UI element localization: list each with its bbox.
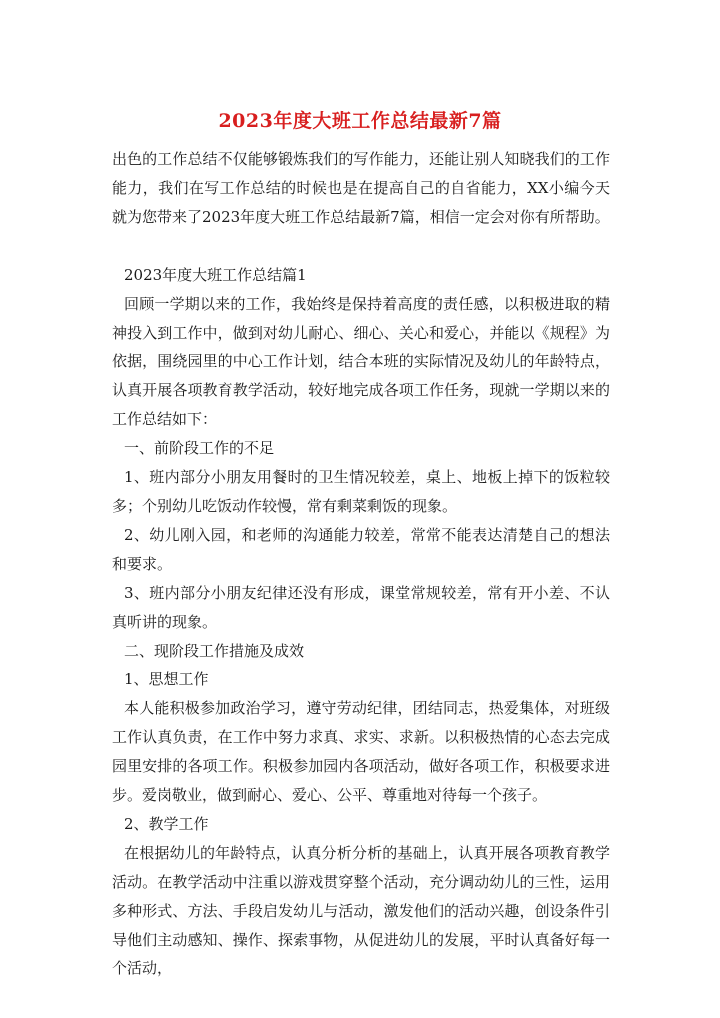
- subheading-shortcomings: 一、前阶段工作的不足: [124, 439, 275, 458]
- body-paragraph: 本人能积极参加政治学习，遵守劳动纪律，团结同志，热爱集体，对班级工作认真负责，在工作中努力求真、求实、求新。以积极热情的心态去完成园里安排的各项工作。积极参加园内各项活动，做好各项工作，积极要求进步。爱岗敬业，做到耐心、爱心、公平、尊重地对待每一个孩子。: [112, 699, 610, 805]
- section-heading-part1: 2023年度大班工作总结篇1: [124, 265, 307, 284]
- list-item: 2、幼儿刚入园，和老师的沟通能力较差，常常不能表达清楚自己的想法和要求。: [112, 525, 610, 573]
- subheading-teaching: 2、教学工作: [124, 814, 209, 833]
- subheading-ideology: 1、思想工作: [124, 670, 209, 689]
- body-paragraph: 回顾一学期以来的工作，我始终是保持着高度的责任感，以积极进取的精神投入到工作中，做到对幼儿耐心、细心、关心和爱心，并能以《规程》为依据，围绕园里的中心工作计划，结合本班的实际情况及幼儿的年龄特点，认真开展各项教育教学活动，较好地完成各项工作任务，现就一学期以来的工作总结如下：: [112, 294, 610, 429]
- list-item: 3、班内部分小朋友纪律还没有形成，课堂常规较差，常有开小差、不认真听讲的现象。: [112, 583, 610, 631]
- intro-paragraph: 出色的工作总结不仅能够锻炼我们的写作能力，还能让别人知晓我们的工作能力，我们在写工作总结的时候也是在提高自己的自省能力，XX小编今天就为您带来了2023年度大班工作总结最新7篇，相信一定会对你有所帮助。: [112, 150, 610, 226]
- document-title: 2023年度大班工作总结最新7篇: [218, 110, 502, 132]
- subheading-measures: 二、现阶段工作措施及成效: [124, 641, 305, 660]
- list-item: 1、班内部分小朋友用餐时的卫生情况较差，桌上、地板上掉下的饭粒较多；个别幼儿吃饭动作较慢，常有剩菜剩饭的现象。: [112, 468, 610, 515]
- body-paragraph: 在根据幼儿的年龄特点，认真分析分析的基础上，认真开展各项教育教学活动。在教学活动中注重以游戏贯穿整个活动，充分调动幼儿的三性，运用多种形式、方法、手段启发幼儿与活动，激发他们的活动兴趣，创设条件引导他们主动感知、操作、探索事物，从促进幼儿的发展，平时认真备好每一个活动，: [112, 843, 610, 978]
- paragraph-gap: [112, 232, 610, 261]
- document-body: [112, 145, 610, 983]
